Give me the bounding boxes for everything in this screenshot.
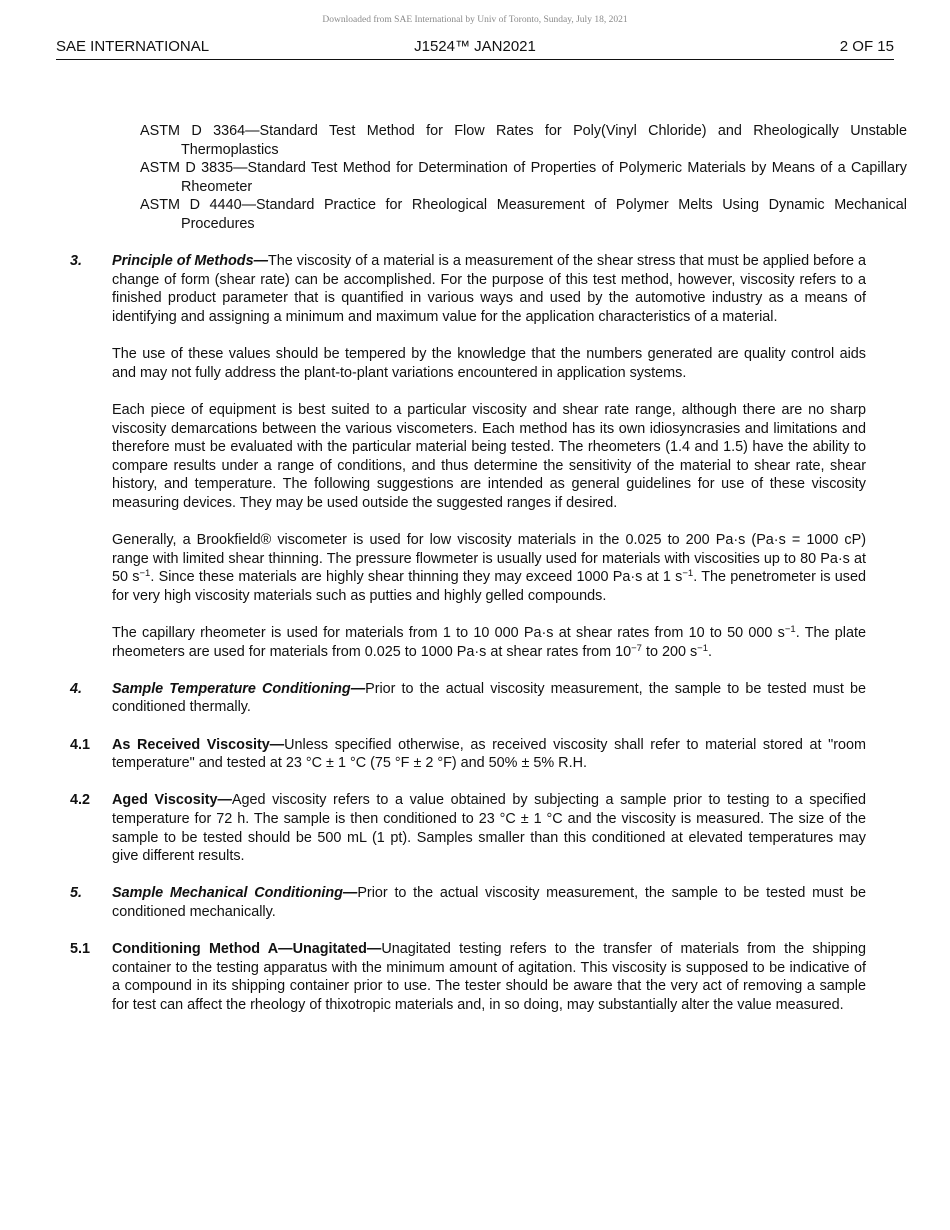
superscript-neg1: −1	[682, 568, 694, 580]
para-5-part-b: . The plate rheometers are used for materials from 0.025 to 1000 Pa·s at shear rates from 10	[112, 625, 866, 660]
para-5-part-c: to 200 s	[641, 643, 698, 660]
reference-astm-d3364: ASTM D 3364—Standard Test Method for Flow Rates for Poly(Vinyl Chloride) and Rheologically Unstable Thermoplastics	[140, 123, 907, 158]
section-4-1-title: As Received Viscosity—	[112, 736, 285, 753]
section-4-number: 4.	[70, 680, 83, 697]
section-5-number: 5.	[70, 885, 83, 902]
superscript-neg1: −1	[697, 642, 709, 654]
section-3-number: 3.	[70, 253, 83, 270]
reference-astm-d3835: ASTM D 3835—Standard Test Method for Determination of Properties of Polymeric Materials by Means of a Capillary Rheometer	[140, 160, 907, 195]
section-5-1	[70, 940, 866, 1014]
header-page-number: 2 OF 15	[839, 38, 894, 55]
section-3	[70, 252, 867, 326]
download-watermark: Downloaded from SAE International by Univ of Toronto, Sunday, July 18, 2021	[322, 15, 628, 25]
section-5-title: Sample Mechanical Conditioning—	[112, 885, 358, 902]
para-5-part-a: The capillary rheometer is used for materials from 1 to 10 000 Pa·s at shear rates from 10 to 50 000 s	[112, 625, 785, 642]
para-4-part-c: . The penetrometer is used for very high viscosity materials such as putties and highly gelled compounds.	[112, 569, 867, 604]
section-4-2-text: Aged viscosity refers to a value obtained by subjecting a sample prior to testing to a specified temperature for 72 h. The sample is then conditioned to 23 °C ± 1 °C and the viscosity is measured. The size of the sample to be tested should be 500 mL (1 pt). Samples smaller than this conditioned at elevated temperatures may give different results.	[112, 792, 867, 865]
section-4-1-text: Unless specified otherwise, as received viscosity shall refer to material stored at "room temperature" and tested at 23 °C ± 1 °C (75 °F ± 2 °F) and 50% ± 5% R.H.	[112, 736, 867, 772]
header-organization: SAE INTERNATIONAL	[56, 38, 210, 55]
section-4-2-title: Aged Viscosity—	[112, 792, 232, 809]
superscript-neg1: −1	[139, 568, 151, 580]
section-3-title: Principle of Methods—	[112, 253, 268, 270]
section-5	[70, 884, 866, 921]
section-4-1	[70, 736, 867, 773]
section-3-paragraph-4	[112, 531, 866, 605]
section-4-2	[70, 791, 867, 865]
section-4-1-number: 4.1	[70, 736, 91, 753]
para-4-part-a: Generally, a Brookfield® viscometer is used for low viscosity materials in the 0.025 to 200 Pa·s (Pa·s = 1000 cP) range with limited shear thinning. The pressure flowmeter is usually used for materials with viscosities up to 80 Pa·s at 50 s	[112, 532, 866, 586]
reference-astm-d4440: ASTM D 4440—Standard Practice for Rheological Measurement of Polymer Melts Using Dynamic Mechanical Procedures	[140, 197, 907, 232]
superscript-neg7: −7	[631, 642, 642, 654]
section-5-1-text: Unagitated testing refers to the transfer of materials from the shipping container to the testing apparatus with the minimum amount of agitation. This viscosity is supposed to be indicative of a compound in its shipping container prior to use. The tester should be aware that the very act of removing a sample for test can affect the rheology of thixotropic materials and, in so doing, may substantially alter the value measured.	[112, 941, 866, 1013]
section-5-text: Prior to the actual viscosity measurement, the sample to be tested must be conditioned mechanically.	[112, 885, 866, 920]
superscript-neg1: −1	[784, 624, 796, 636]
section-4-title: Sample Temperature Conditioning—	[112, 680, 366, 697]
header-document-id: J1524™ JAN2021	[414, 38, 536, 55]
para-4-part-b: . Since these materials are highly shear thinning they may exceed 1000 Pa·s at 1 s	[150, 569, 683, 586]
section-5-1-number: 5.1	[70, 941, 91, 958]
section-3-paragraph-5	[112, 624, 866, 661]
section-5-1-title: Conditioning Method A—Unagitated—	[112, 941, 382, 958]
section-3-paragraph-1: The viscosity of a material is a measurement of the shear stress that must be applied before a change of form (shear rate) can be accomplished. For the purpose of this test method, however, viscosity refers to a finished product parameter that is quantified in various ways and used by the automotive industry as a means of identifying and assigning a minimum and maximum value for the application characteristics of a material.	[112, 253, 867, 325]
page-header	[56, 38, 894, 60]
document-body	[0, 122, 950, 1015]
section-4-text: Prior to the actual viscosity measurement, the sample to be tested must be conditioned thermally.	[112, 680, 866, 716]
section-4-2-number: 4.2	[70, 792, 91, 809]
section-4	[70, 680, 866, 717]
section-3-paragraph-3: Each piece of equipment is best suited to a particular viscosity and shear rate range, although there are no sharp viscosity demarcations between the various viscometers. Each method has its own idiosyncrasies and limitations and therefore must be evaluated with the particular material being tested. The rheometers (1.4 and 1.5) have the ability to compare results under a range of conditions, and thus determine the sensitivity of the material to shear rate, shear history, and temperature. The following suggestions are intended as general guidelines for use of these viscosity measuring devices. They may be used outside the suggested ranges if desired.	[112, 401, 866, 511]
para-5-part-d: .	[708, 643, 713, 660]
section-3-paragraph-2: The use of these values should be tempered by the knowledge that the numbers generated are quality control aids and may not fully address the plant-to-plant variations encountered in application systems.	[112, 346, 866, 381]
